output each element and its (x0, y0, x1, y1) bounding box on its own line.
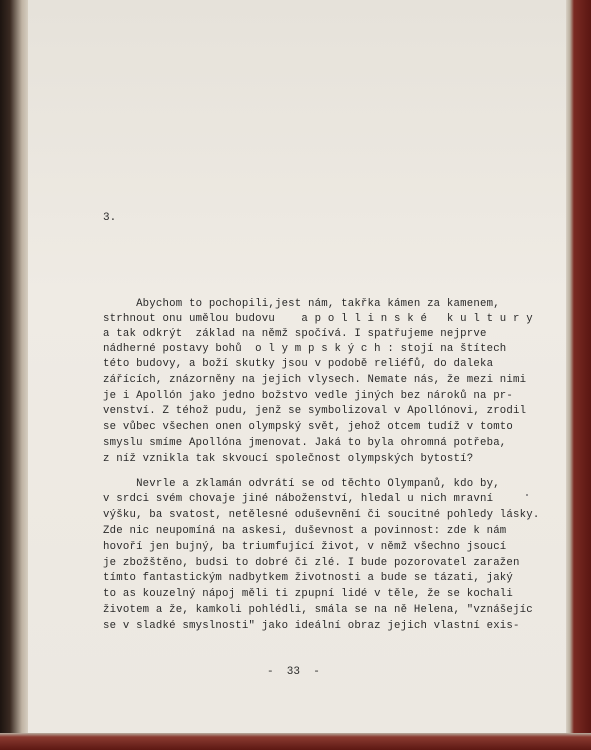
text-line: Zde nic neupomíná na askesi, duševnost a povinnost: zde k nám (103, 525, 507, 537)
text-line: výšku, ba svatost, netělesné oduševnění či soucitné pohledy lásky. (103, 509, 540, 521)
text-line: v srdci svém chovaje jiné náboženství, hledal u nich mravní (103, 493, 494, 505)
text-line: a tak odkrýt základ na němž spočívá. I spatřujeme nejprve (103, 328, 487, 340)
text-line: této budovy, a boží skutky jsou v podobě reliéfů, do daleka (103, 358, 494, 370)
text-line: nádherné postavy bohů o l y m p s k ý c h : stojí na štítech (103, 343, 507, 355)
book-cover-edge-right (566, 0, 591, 750)
text-line: venství. Z téhož pudu, jenž se symbolizoval v Apollónovi, zrodil (103, 405, 527, 417)
text-line: smyslu smíme Apollóna jmenovat. Jaká to byla ohromná potřeba, (103, 437, 507, 449)
text-line: se vůbec všechen onen olympský svět, jehož otcem tudíž v tomto (103, 421, 514, 433)
book-cover-edge-bottom (0, 733, 591, 750)
section-heading: 3. (103, 212, 117, 224)
text-line: tímto fantastickým nadbytkem životnosti a bude se tázati, jaký (103, 572, 514, 584)
page-number: - 33 - (267, 666, 320, 678)
text-line: Abychom to pochopili,jest nám, takřka kámen za kamenem, (103, 298, 500, 310)
text-line: z níž vznikla tak skvoucí společnost olympských bytostí? (103, 453, 474, 465)
text-line: zářících, znázorněny na jejich vlysech. Nemate nás, že mezi nimi (103, 374, 527, 386)
text-line: hovoří jen bujný, ba triumfující život, v němž všechno jsoucí (103, 541, 507, 553)
text-line: strhnout onu umělou budovu a p o l l i n s k é k u l t u r y (103, 313, 533, 325)
text-line: Nevrle a zklamán odvrátí se od těchto Olympanů, kdo by, (103, 478, 500, 490)
ink-speck (526, 494, 528, 496)
book-binding-left (0, 0, 30, 750)
text-line: životem a že, kamkoli pohlédli, smála se na ně Helena, "vznášejíc (103, 604, 533, 616)
text-line: to as kouzelný nápoj měli ti zpupní lidé v těle, že se kochali (103, 588, 514, 600)
text-line: se v sladké smyslnosti" jako ideální obraz jejich vlastní exis- (103, 620, 520, 632)
text-line: je zbožštěno, budsi to dobré či zlé. I bude pozorovatel zaražen (103, 557, 520, 569)
text-line: je i Apollón jako jedno božstvo vedle jiných bez nároků na pr- (103, 390, 514, 402)
